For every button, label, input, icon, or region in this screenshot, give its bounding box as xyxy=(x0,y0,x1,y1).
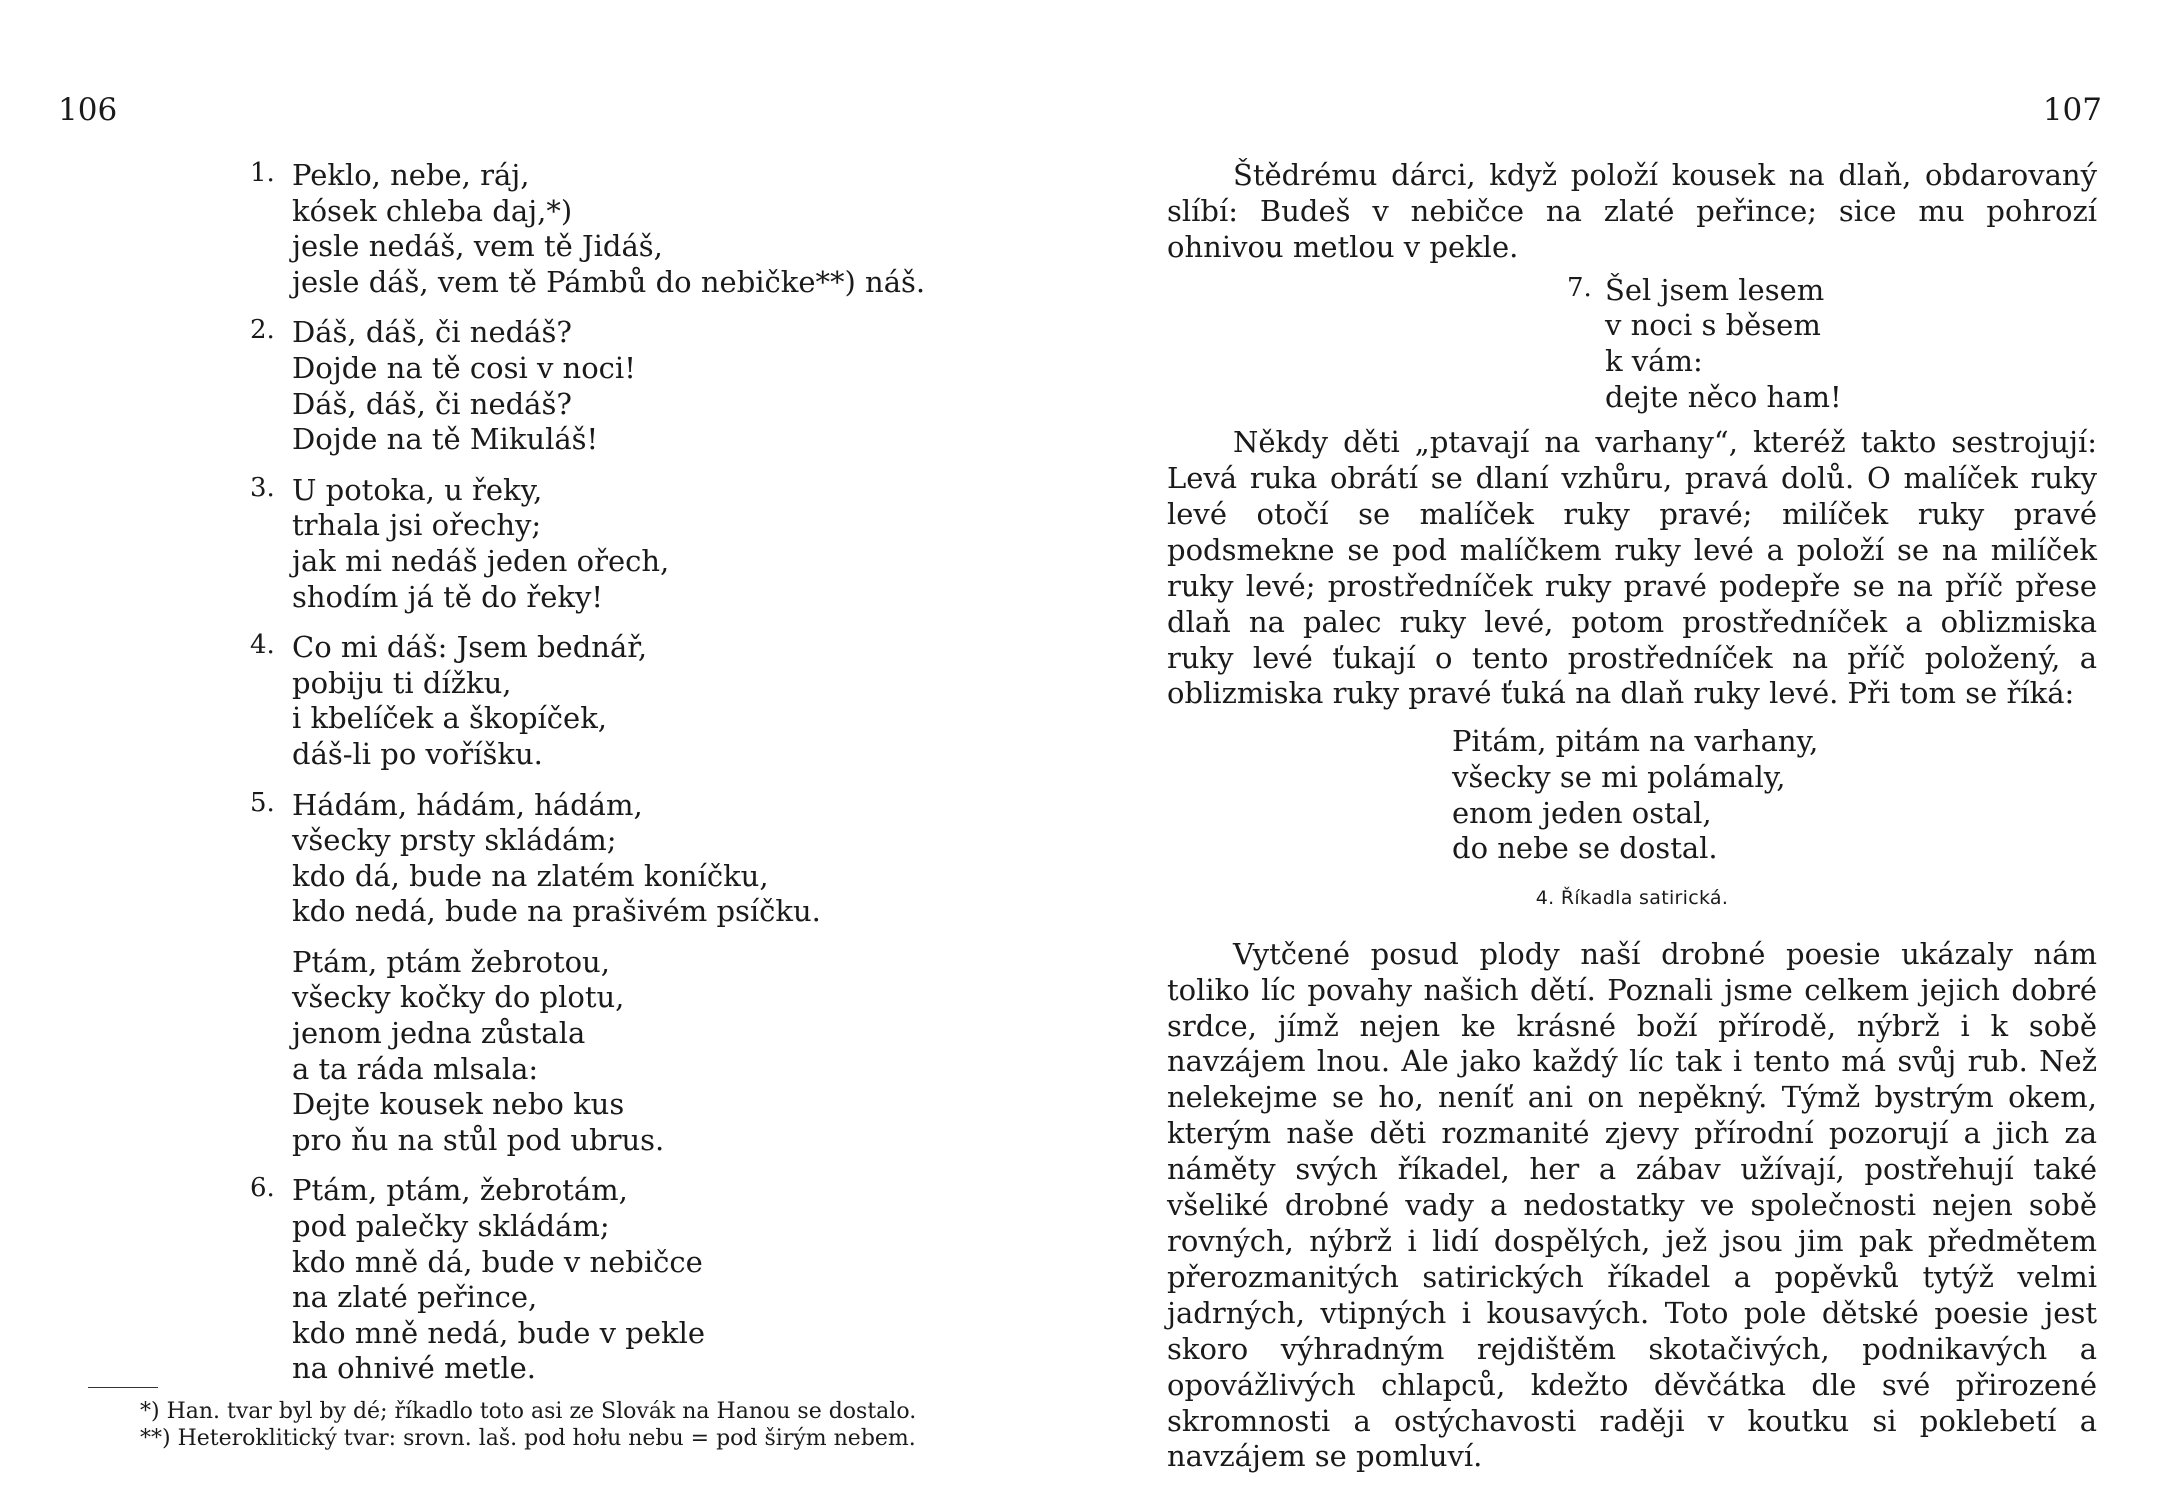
verse-line: pod palečky skládám; xyxy=(292,1209,610,1244)
paragraph-generous-giver: Štědrému dárci, když položí kousek na dlaň, obdarovaný slíbí: Budeš v nebičce na zlaté peřince; sice mu pohrozí ohnivou metlou v pekle. xyxy=(1167,158,2097,264)
verse-line: Co mi dáš: Jsem bednář, xyxy=(292,630,648,665)
right-page xyxy=(1081,0,2162,1500)
verse-line: kdo mně dá, bude v nebičce xyxy=(292,1244,703,1279)
verse-line: enom jeden ostal, xyxy=(1452,795,1712,830)
rhyme-stanza xyxy=(250,1173,1030,1387)
rhyme-pitam xyxy=(1452,724,2097,866)
rhyme-number: 5. xyxy=(250,787,275,818)
verse-line: trhala jsi ořechy; xyxy=(292,508,542,543)
rhyme-number: 7. xyxy=(1567,272,1592,303)
verse-line: jenom jedna zůstala xyxy=(292,1016,586,1051)
verse-line: Hádám, hádám, hádám, xyxy=(292,787,643,822)
verse-line: jak mi nedáš jeden ořech, xyxy=(292,543,670,578)
verse-line: Dojde na tě cosi v noci! xyxy=(292,350,636,385)
section-heading: 4. Říkadla satirická. xyxy=(1535,886,1729,909)
footnote-2: **) Heteroklitický tvar: srovn. laš. pod hołu nebu = pod širým nebem. xyxy=(140,1426,916,1451)
rhyme-stanza xyxy=(250,315,1030,457)
rhyme-7 xyxy=(1567,273,2097,415)
verse-line: dáš-li po voříšku. xyxy=(292,736,543,771)
rhyme-number: 3. xyxy=(250,472,275,503)
verse-line: v noci s běsem xyxy=(1605,308,1821,343)
verse-line: všecky kočky do plotu, xyxy=(292,980,625,1015)
rhyme-stanza xyxy=(250,473,1030,615)
verse-line: Šel jsem lesem xyxy=(1605,272,1825,307)
verse-line: Peklo, nebe, ráj, xyxy=(292,158,530,192)
verse-line: dejte něco ham! xyxy=(1605,379,1842,414)
rhyme-number: 4. xyxy=(250,630,275,661)
paragraph-satirical: Vytčené posud plody naší drobné poesie ukázaly nám toliko líc povahy našich dětí. Poznali jsme celkem jejich dobré srdce, jímž nejen ke krásné boží přírodě, nýbrž i k sobě navzájem lnou. Ale jako každý líc tak i tento má svůj rub. Než nelekejme se ho, neníť ani on nepěkný. Týmž bystrým okem, kterým naše děti rozmanité zjevy přírodní pozorují a jich za náměty svých říkadel, her a zábav užívají, postřehují také všeliké drobné vady a nedostatky ve společnosti nejen sobě rovných, nýbrž i lidí dospělých, jež jsou jim pak předmětem přerozmanitých satirických říkadel a popěvků tytýž velmi jadrných, vtipných i kousavých. Toto pole dětské poesie jest skoro výhradným rejdištěm skotačivých, podnikavých a opovážlivých chlapců, kdežto děvčátka dle své přirozené skromnosti a ostýchavosti raději v koutku si poklebetí a navzájem se pomluví. xyxy=(1167,936,2097,1474)
verse-line: Ptám, ptám, žebrotám, xyxy=(292,1173,628,1208)
verse-line: U potoka, u řeky, xyxy=(292,472,543,507)
footnotes xyxy=(140,1398,1040,1452)
verse-line: na zlaté peřince, xyxy=(292,1280,538,1315)
verse-line: jesle dáš, vem tě Pámbů do nebičke**) náš. xyxy=(292,264,926,299)
verse-line: Ptám, ptám žebrotou, xyxy=(292,944,610,979)
rhyme-number: 1. xyxy=(250,158,275,188)
verse-line: k vám: xyxy=(1605,343,1703,378)
page-number-right: 107 xyxy=(2042,92,2102,128)
rhyme-stanza xyxy=(250,158,1030,300)
verse-line: kdo mně nedá, bude v pekle xyxy=(292,1315,706,1350)
verse-line: a ta ráda mlsala: xyxy=(292,1051,539,1086)
footnote-1: *) Han. tvar byl by dé; říkadlo toto asi ze Slovák na Hanou se dostalo. xyxy=(140,1399,917,1424)
rhymes-list xyxy=(250,158,1030,1402)
verse-line: do nebe se dostal. xyxy=(1452,831,1718,866)
verse-line: pro ňu na stůl pod ubrus. xyxy=(292,1122,665,1157)
rhyme-stanza xyxy=(250,945,1030,1159)
verse-line: kdo dá, bude na zlatém koníčku, xyxy=(292,858,769,893)
verse-line: Dáš, dáš, či nedáš? xyxy=(292,315,572,350)
verse-line: Dejte kousek nebo kus xyxy=(292,1087,625,1122)
verse-line: Dojde na tě Mikuláš! xyxy=(292,422,599,457)
page-number-left: 106 xyxy=(58,92,118,128)
verse-line: kdo nedá, bude na prašivém psíčku. xyxy=(292,894,821,929)
rhyme-number: 6. xyxy=(250,1173,275,1204)
verse-line: i kbelíček a škopíček, xyxy=(292,701,607,736)
verse-line: jesle nedáš, vem tě Jidáš, xyxy=(292,229,663,264)
verse-line: všecky prsty skládám; xyxy=(292,823,617,858)
paragraph-organ-game: Někdy děti „ptavají na varhany“, kteréž takto sestrojují: Levá ruka obrátí se dlaní vzhůru, pravá dolů. O malíček ruky levé otočí se malíček ruky pravé; milíček ruky pravé podsmekne se pod malíčkem ruky levé a položí se na milíček ruky levé; prostředníček ruky pravé podepře se na příč přese dlaň na palec ruky levé, potom prostředníček a oblizmiska ruky levé ťukají o tento prostředníček na příč položený, a oblizmiska ruky pravé ťuká na dlaň ruky levé. Při tom se říká: xyxy=(1167,425,2097,711)
rhyme-number: 2. xyxy=(250,315,275,346)
verse-line: pobiju ti dížku, xyxy=(292,665,512,700)
verse-line: shodím já tě do řeky! xyxy=(292,579,603,614)
verse-line: všecky se mi polámaly, xyxy=(1452,759,1786,794)
rhyme-stanza xyxy=(250,630,1030,772)
right-content xyxy=(1167,158,2097,1475)
footnote-rule xyxy=(88,1387,158,1388)
verse-line: Dáš, dáš, či nedáš? xyxy=(292,386,572,421)
verse-line: na ohnivé metle. xyxy=(292,1351,537,1386)
verse-line: Pitám, pitám na varhany, xyxy=(1452,724,1819,759)
rhyme-stanza xyxy=(250,788,1030,930)
verse-line: kósek chleba daj,*) xyxy=(292,193,573,228)
